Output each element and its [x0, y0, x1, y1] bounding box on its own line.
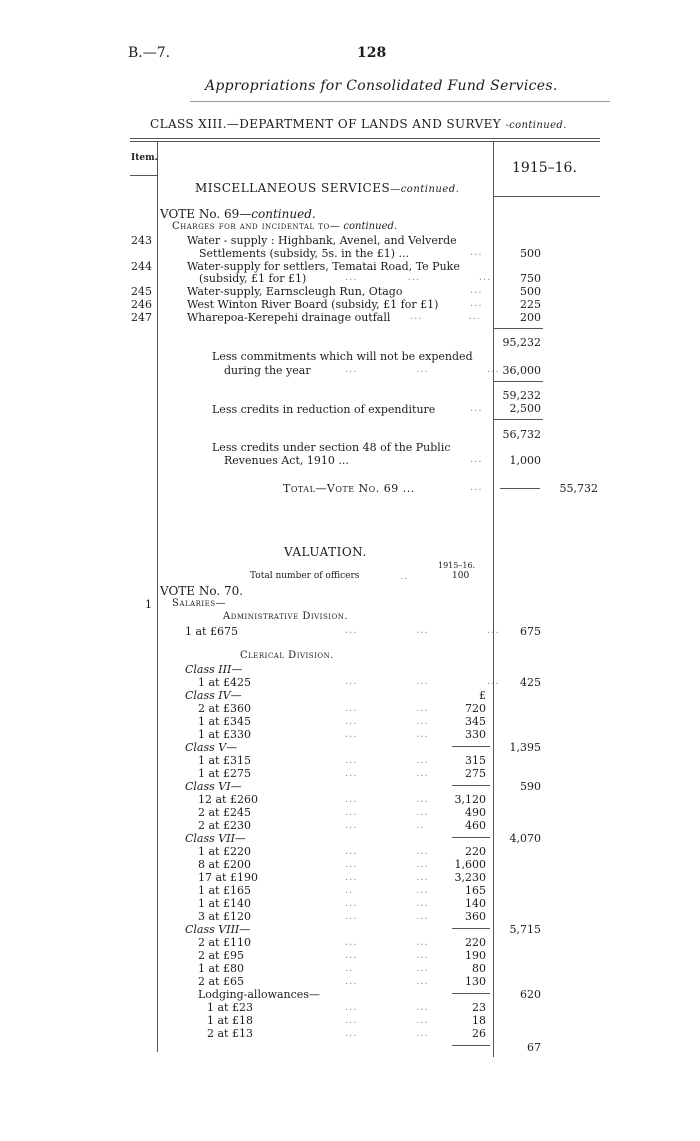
leader-dots: ... ... ... ... .. ... ... ... — [345, 937, 429, 987]
class-8-amount: 130 — [465, 975, 486, 988]
class-5-amount: 275 — [465, 767, 486, 780]
leader-dots: ... — [470, 403, 483, 414]
class-8-rate: 2 at £95 — [198, 949, 244, 962]
less-section48-line2: Revenues Act, 1910 ... — [224, 454, 349, 467]
class-3-total: 425 — [520, 676, 541, 689]
item-245-line: Water-supply, Earnscleugh Run, Otago — [187, 285, 403, 298]
subtotal-rule — [493, 419, 543, 420]
leader-dots: ... ... ... — [345, 272, 492, 283]
class-7-amount: 220 — [465, 845, 486, 858]
class-title-text: CLASS XIII.—DEPARTMENT OF LANDS AND SURVEY — [150, 117, 502, 131]
class-8-amount: 80 — [472, 962, 486, 975]
page-title: Appropriations for Consolidated Fund Services. — [205, 78, 558, 94]
class-5-amount: 315 — [465, 754, 486, 767]
class-7-sum-rule — [452, 928, 490, 929]
class-7-rate: 1 at £140 — [198, 897, 251, 910]
class-5-rate: 1 at £275 — [198, 767, 251, 780]
vote-69-continued: continued. — [251, 207, 316, 221]
less-credits-label: Less credits in reduction of expenditure — [212, 403, 436, 416]
leader-dots: ... ... ... ... ... ... .. ... ... ... ... ... — [345, 846, 429, 922]
less-section48-line1: Less credits under section 48 of the Public — [212, 441, 451, 454]
vote-69-text: VOTE No. 69— — [160, 207, 252, 221]
total-vote-69-amount: 55,732 — [559, 482, 598, 495]
class-3-heading: Class III— — [185, 663, 243, 676]
item-244-amount: 750 — [520, 272, 541, 285]
less-commitments-line1: Less commitments which will not be expended — [212, 350, 473, 363]
item-number-1: 1 — [145, 598, 152, 611]
lodging-total: 67 — [527, 1041, 541, 1054]
item-243-line1: Water - supply : Highbank, Avenel, and Velverde — [187, 234, 457, 247]
class-8-total: 620 — [520, 988, 541, 1001]
officers-count: 100 — [452, 571, 470, 581]
clerical-division-heading: Clerical Division. — [240, 650, 334, 661]
lodging-amount: 26 — [472, 1027, 486, 1040]
less-credits-amount: 2,500 — [509, 402, 541, 415]
subtotal-rule — [493, 381, 543, 382]
administrative-division-heading: Administrative Division. — [223, 611, 349, 622]
class-7-rate: 1 at £220 — [198, 845, 251, 858]
class-8-sum-rule — [452, 993, 490, 994]
class-5-rate: 1 at £315 — [198, 754, 251, 767]
class-3-rate: 1 at £425 — [198, 676, 251, 689]
page-number: 128 — [357, 45, 387, 61]
class-6-amount: 490 — [465, 806, 486, 819]
page-reference: B.—7. — [128, 45, 171, 61]
class-8-rate: 1 at £80 — [198, 962, 244, 975]
leader-dots: ... ... ... ... — [345, 755, 429, 779]
leader-dots: ... — [470, 247, 483, 258]
valuation-heading: VALUATION. — [284, 545, 367, 559]
year-column-header: 1915–16. — [512, 160, 577, 176]
less-commitments-line2: during the year — [224, 364, 311, 377]
class-4-sum-rule — [452, 746, 490, 747]
item-246-amount: 225 — [520, 298, 541, 311]
misc-heading-text: MISCELLANEOUS SERVICES — [195, 181, 391, 195]
class-5-total: 590 — [520, 780, 541, 793]
class-7-amount: 140 — [465, 897, 486, 910]
class-7-rate: 1 at £165 — [198, 884, 251, 897]
class-7-amount: 3,230 — [454, 871, 486, 884]
class-4-amount: 720 — [465, 702, 486, 715]
item-243-line2: Settlements (subsidy, 5s. in the £1) ... — [199, 247, 410, 260]
class-4-rate: 1 at £330 — [198, 728, 251, 741]
lodging-rate: 1 at £18 — [207, 1014, 253, 1027]
pound-sign: £ — [479, 689, 486, 702]
less-commitments-amount: 36,000 — [502, 364, 541, 377]
class-7-rate: 8 at £200 — [198, 858, 251, 871]
subtotal-rule — [493, 328, 543, 329]
item-246-line: West Winton River Board (subsidy, £1 for £1) — [187, 298, 439, 311]
class-8-rate: 2 at £65 — [198, 975, 244, 988]
leader-dots: ... — [470, 285, 483, 296]
class-8-amount: 190 — [465, 949, 486, 962]
leader-dots: ... ... ... — [345, 364, 500, 375]
amount-column-rule — [493, 142, 494, 1057]
class-6-heading: Class VI— — [185, 780, 242, 793]
item-number-247: 247 — [131, 311, 152, 324]
less-section48-amount: 1,000 — [509, 454, 541, 467]
item-head-rule — [130, 175, 157, 176]
charges-heading — [172, 221, 397, 232]
lodging-rate: 2 at £13 — [207, 1027, 253, 1040]
class-7-heading: Class VII— — [185, 832, 246, 845]
class-7-amount: 1,600 — [454, 858, 486, 871]
subtotal-3: 56,732 — [502, 428, 541, 441]
subtotal-1: 95,232 — [502, 336, 541, 349]
leader-dots: ... — [470, 298, 483, 309]
table-top-rule-2 — [130, 141, 600, 142]
item-number-245: 245 — [131, 285, 152, 298]
leader-dots: ... — [470, 454, 483, 465]
table-top-rule — [130, 138, 600, 139]
vote-70-heading: VOTE No. 70. — [160, 584, 244, 598]
item-number-246: 246 — [131, 298, 152, 311]
class-6-amount: 3,120 — [454, 793, 486, 806]
class-6-amount: 460 — [465, 819, 486, 832]
class-6-rate: 2 at £230 — [198, 819, 251, 832]
leader-dots: ... ... ... ... ... .. — [345, 794, 429, 831]
leader-dots: ... ... ... — [345, 625, 500, 636]
class-4-rate: 2 at £360 — [198, 702, 251, 715]
class-6-rate: 2 at £245 — [198, 806, 251, 819]
class-6-sum-rule — [452, 837, 490, 838]
item-number-243: 243 — [131, 234, 152, 247]
class-4-total: 1,395 — [509, 741, 541, 754]
class-7-total: 5,715 — [509, 923, 541, 936]
vote-69-heading — [160, 207, 316, 221]
misc-heading-continued: —continued. — [390, 184, 460, 195]
total-vote-69-label: Total—Vote No. 69 ... — [283, 482, 415, 495]
leader-dots: ... ... — [410, 311, 482, 322]
item-244-line1: Water-supply for settlers, Tematai Road, Te Puke — [187, 260, 460, 273]
item-247-amount: 200 — [520, 311, 541, 324]
charges-continued: continued. — [343, 221, 398, 232]
class-7-amount: 360 — [465, 910, 486, 923]
class-8-amount: 220 — [465, 936, 486, 949]
class-7-amount: 165 — [465, 884, 486, 897]
class-8-rate: 2 at £110 — [198, 936, 251, 949]
admin-rate: 1 at £675 — [185, 625, 238, 638]
class-4-rate: 1 at £345 — [198, 715, 251, 728]
class-5-sum-rule — [452, 785, 490, 786]
class-7-rate: 17 at £190 — [198, 871, 258, 884]
class-5-heading: Class V— — [185, 741, 238, 754]
year-head-rule — [493, 196, 600, 197]
class-4-amount: 330 — [465, 728, 486, 741]
class-6-total: 4,070 — [509, 832, 541, 845]
lodging-sum-rule — [452, 1045, 490, 1046]
item-243-amount: 500 — [520, 247, 541, 260]
total-dash — [500, 488, 540, 489]
title-rule — [190, 101, 610, 102]
class-title-continued: -continued. — [505, 120, 567, 131]
leader-dots: ... ... ... — [345, 676, 500, 687]
item-column-header: Item. — [131, 153, 158, 163]
admin-total: 675 — [520, 625, 541, 638]
class-4-amount: 345 — [465, 715, 486, 728]
lodging-amount: 23 — [472, 1001, 486, 1014]
lodging-amount: 18 — [472, 1014, 486, 1027]
salaries-heading: Salaries— — [172, 598, 227, 609]
class-7-rate: 3 at £120 — [198, 910, 251, 923]
charges-text: Charges for and incidental to— — [172, 221, 341, 232]
leader-dots: ... ... ... ... ... ... — [345, 1002, 429, 1039]
item-244-line2: (subsidy, £1 for £1) — [199, 272, 307, 285]
item-number-244: 244 — [131, 260, 152, 273]
misc-heading — [195, 181, 459, 195]
officers-label: Total number of officers — [250, 571, 360, 581]
lodging-allowances-heading: Lodging-allowances— — [198, 988, 320, 1001]
leader-dots: .. — [400, 571, 409, 582]
class-4-heading: Class IV— — [185, 689, 242, 702]
class-title — [150, 117, 567, 131]
subtotal-2: 59,232 — [502, 389, 541, 402]
item-245-amount: 500 — [520, 285, 541, 298]
leader-dots: ... — [470, 482, 483, 493]
lodging-rate: 1 at £23 — [207, 1001, 253, 1014]
item-column-rule — [157, 142, 158, 1052]
class-6-rate: 12 at £260 — [198, 793, 258, 806]
officers-year: 1915–16. — [438, 561, 476, 570]
class-8-heading: Class VIII— — [185, 923, 251, 936]
leader-dots: ... ... ... ... ... ... — [345, 703, 429, 740]
item-247-line: Wharepoa-Kerepehi drainage outfall — [187, 311, 391, 324]
